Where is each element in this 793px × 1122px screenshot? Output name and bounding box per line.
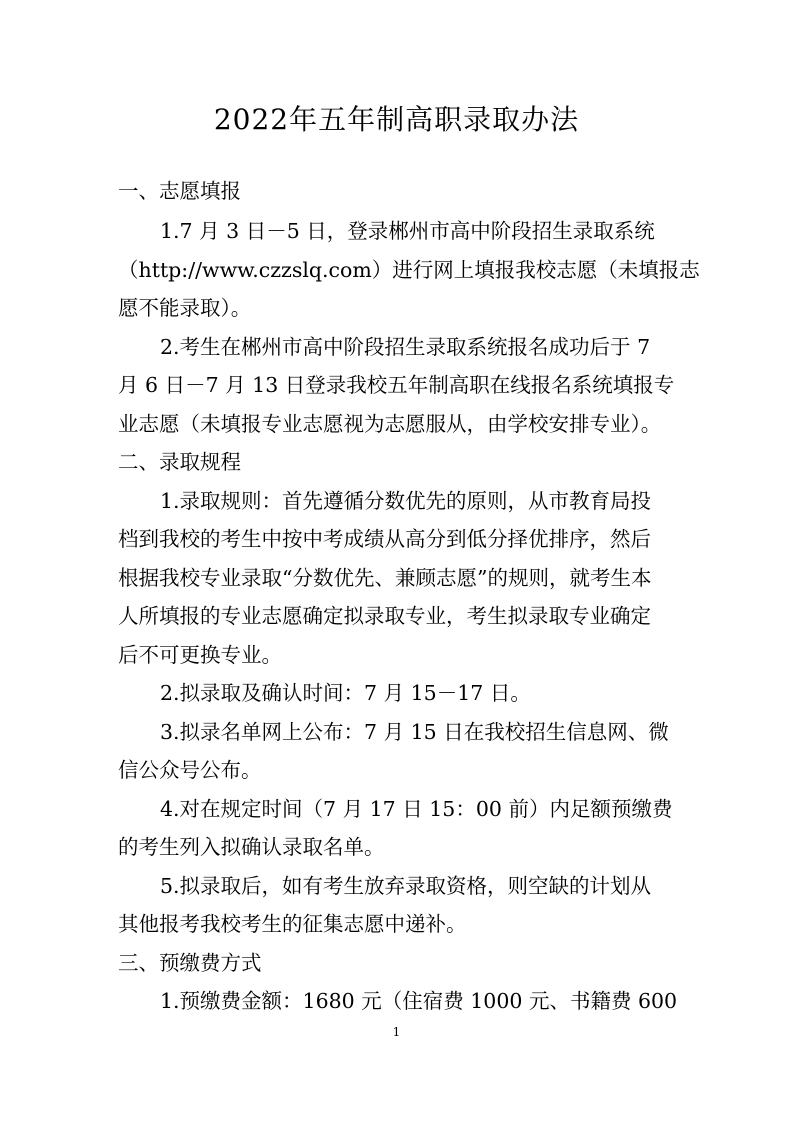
paragraph-line: 1.7 月 3 日－5 日，登录郴州市高中阶段招生录取系统 [160,219,655,243]
paragraph-line: 信公众号公布。 [118,758,262,782]
paragraph-line: 愿不能录取）。 [118,296,252,320]
paragraph-line: 1.录取规则：首先遵循分数优先的原则，从市教育局投 [160,489,652,513]
paragraph-line: 5.拟录取后，如有考生放弃录取资格，则空缺的计划从 [160,874,652,898]
paragraph-line: 的考生列入拟确认录取名单。 [118,835,385,859]
paragraph-line: （http://www.czzslq.com）进行网上填报我校志愿（未填报志 [118,258,700,282]
document-title: 2022年五年制高职录取办法 [213,103,580,136]
page-number: 1 [392,1025,401,1039]
paragraph-line: 2.考生在郴州市高中阶段招生录取系统报名成功后于 7 [160,335,651,359]
paragraph-line: 档到我校的考生中按中考成绩从高分到低分择优排序，然后 [118,527,651,551]
paragraph-line: 4.对在规定时间（7 月 17 日 15：00 前）内足额预缴费 [160,797,673,821]
section-heading-2: 二、录取规程 [118,450,241,474]
paragraph-line: 业志愿（未填报专业志愿视为志愿服从，由学校安排专业）。 [118,412,662,436]
section-heading-3: 三、预缴费方式 [118,951,262,975]
paragraph-line: 人所填报的专业志愿确定拟录取专业，考生拟录取专业确定 [118,604,651,628]
paragraph-line: 1.预缴费金额：1680 元（住宿费 1000 元、书籍费 600 [160,989,678,1013]
paragraph-line: 2.拟录取及确认时间：7 月 15－17 日。 [160,681,531,705]
paragraph-line: 3.拟录名单网上公布：7 月 15 日在我校招生信息网、微 [160,720,669,744]
paragraph-line: 其他报考我校考生的征集志愿中递补。 [118,912,467,936]
paragraph-line: 月 6 日－7 月 13 日登录我校五年制高职在线报名系统填报专 [118,373,675,397]
paragraph-line: 后不可更换专业。 [118,643,282,667]
section-heading-1: 一、志愿填报 [118,179,241,203]
paragraph-line: 根据我校专业录取“分数优先、兼顾志愿”的规则，就考生本 [118,566,652,590]
